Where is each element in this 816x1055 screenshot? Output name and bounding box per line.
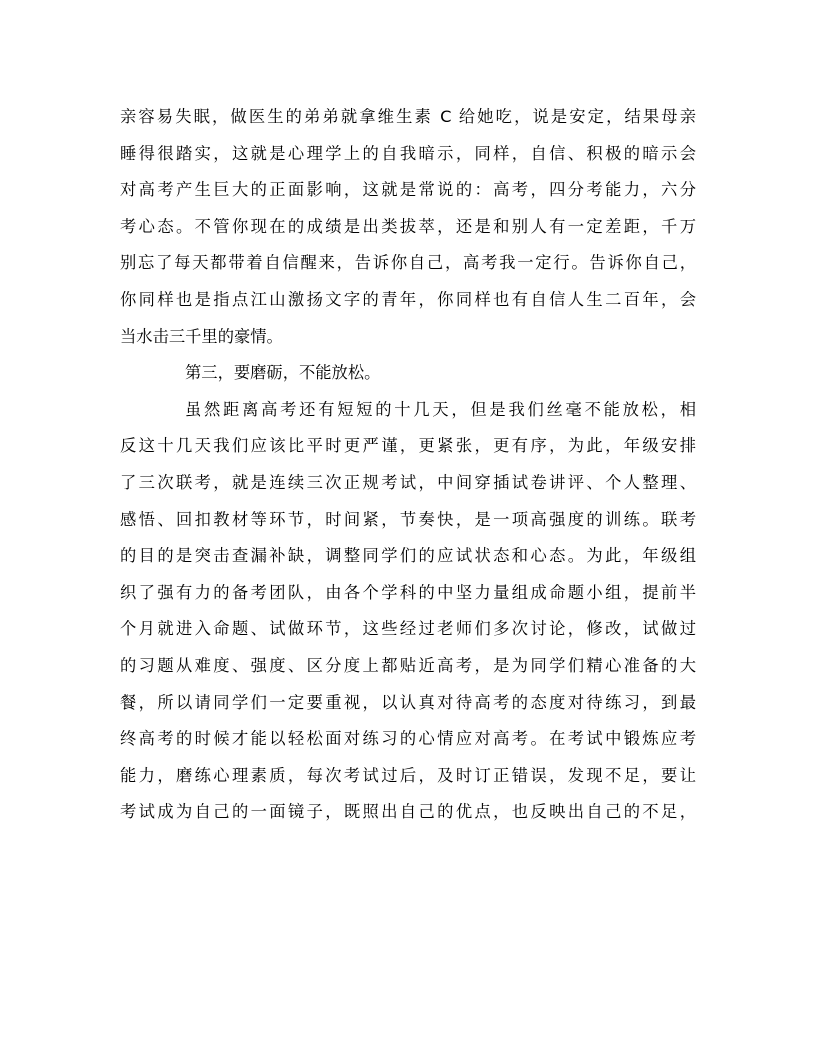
paragraph-line: 织了强有力的备考团队，由各个学科的中坚力量组成命题小组，提前半 [120, 582, 696, 602]
document-body [120, 99, 696, 831]
paragraph-line: 亲容易失眠，做医生的弟弟就拿维生素 C 给她吃，说是安定，结果母亲 [120, 107, 696, 126]
paragraph-line: 感悟、回扣教材等环节，时间紧，节奏快，是一项高强度的训练。联考 [120, 509, 696, 529]
paragraph-line: 了三次联考，就是连续三次正规考试，中间穿插试卷讲评、个人整理、 [120, 472, 696, 492]
paragraph-line: 能力，磨练心理素质，每次考试过后，及时订正错误，发现不足，要让 [120, 765, 696, 785]
paragraph-line: 考试成为自己的一面镜子，既照出自己的优点，也反映出自己的不足， [120, 802, 696, 822]
paragraph-line: 别忘了每天都带着自信醒来，告诉你自己，高考我一定行。告诉你自己， [120, 253, 696, 273]
paragraph-line: 虽然距离高考还有短短的十几天，但是我们丝毫不能放松，相 [185, 399, 696, 419]
paragraph-line: 终高考的时候才能以轻松面对练习的心情应对高考。在考试中锻炼应考 [120, 729, 696, 749]
paragraph-line: 的习题从难度、强度、区分度上都贴近高考，是为同学们精心准备的大 [120, 655, 696, 675]
paragraph-line: 反这十几天我们应该比平时更严谨，更紧张，更有序，为此，年级安排 [120, 436, 696, 456]
paragraph-line: 个月就进入命题、试做环节，这些经过老师们多次讨论，修改，试做过 [120, 619, 696, 639]
paragraph-line: 对高考产生巨大的正面影响，这就是常说的：高考，四分考能力，六分 [120, 180, 696, 200]
paragraph-line: 的目的是突击查漏补缺，调整同学们的应试状态和心态。为此，年级组 [120, 546, 696, 566]
paragraph-line: 考心态。不管你现在的成绩是出类拔萃，还是和别人有一定差距，千万 [120, 216, 696, 236]
paragraph-line: 你同样也是指点江山激扬文字的青年，你同样也有自信人生二百年，会 [120, 289, 696, 309]
paragraph-line: 当水击三千里的豪情。 [120, 326, 283, 346]
section-heading: 第三，要磨砺，不能放松。 [185, 363, 381, 383]
paragraph-line: 睡得很踏实，这就是心理学上的自我暗示，同样，自信、积极的暗示会 [120, 143, 696, 163]
paragraph-line: 餐，所以请同学们一定要重视，以认真对待高考的态度对待练习，到最 [120, 692, 696, 712]
